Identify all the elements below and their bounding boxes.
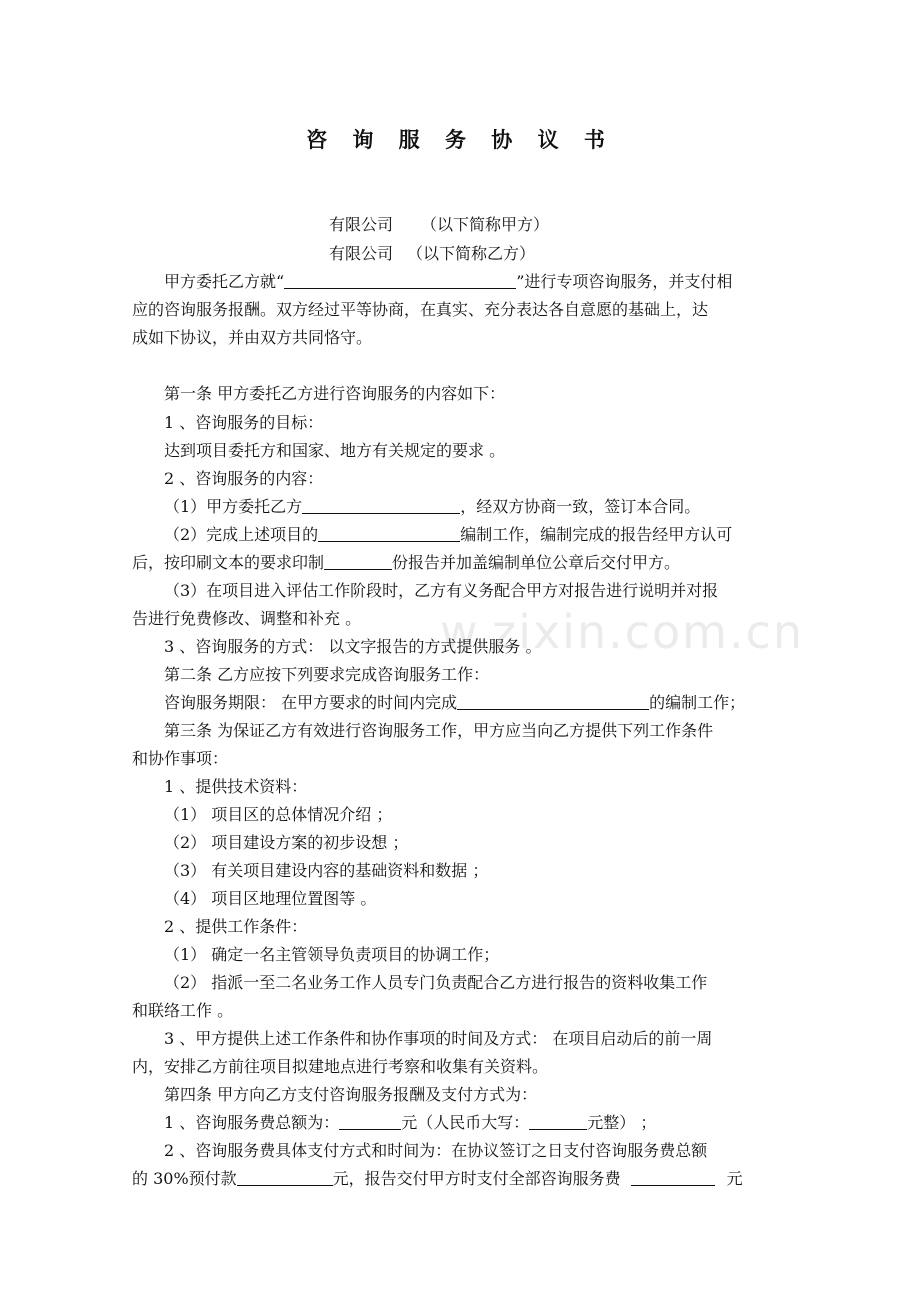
clause-text: 元 <box>726 1169 743 1188</box>
article-3-item-2: 2 、提供工作条件： <box>164 917 308 936</box>
article-2-heading: 第二条 乙方应按下列要求完成咨询服务工作： <box>164 665 490 684</box>
article-1-sub-2-cont <box>132 553 812 573</box>
party-b-name: 有限公司 <box>329 244 394 263</box>
clause-text: 编制工作，编制完成的报告经甲方认可 <box>460 525 733 544</box>
article-3-heading-cont: 和协作事项： <box>132 749 229 768</box>
preamble-line-2: 应的咨询服务报酬。双方经过平等协商，在真实、充分表达各自意愿的基础上，达 <box>132 300 709 319</box>
document-title: 咨 询 服 务 协 议 书 <box>306 127 614 152</box>
article-1-heading: 第一条 甲方委托乙方进行咨询服务的内容如下： <box>164 384 506 403</box>
copies-blank <box>324 553 392 570</box>
clause-text: 元（人民币大写： <box>401 1113 530 1132</box>
work-condition-item: （1） 确定一名主管领导负责项目的协调工作； <box>164 945 500 964</box>
clause-text: （1）甲方委托乙方 <box>164 497 303 516</box>
article-1-sub-1 <box>164 497 844 517</box>
preamble-text: 甲方委托乙方就“ <box>164 272 285 291</box>
article-1-goal: 达到项目委托方和国家、地方有关规定的要求 。 <box>164 441 506 460</box>
fee-uppercase-blank <box>529 1113 587 1130</box>
tech-material-item: （3） 有关项目建设内容的基础资料和数据 ； <box>164 861 489 880</box>
article-1-item-2: 2 、咨询服务的内容： <box>164 469 324 488</box>
article-1-sub-3-cont: 告进行免费修改、调整和补充 。 <box>132 609 362 628</box>
clause-text: 咨询服务期限： 在甲方要求的时间内完成 <box>164 693 458 712</box>
party-a-alias: （以下简称甲方） <box>421 215 550 234</box>
preamble-text: ”进行专项咨询服务，并支付相 <box>516 272 733 291</box>
article-3-item-3: 3 、甲方提供上述工作条件和协作事项的时间及方式： 在项目启动后的前一周 <box>164 1029 713 1048</box>
full-fee-blank <box>631 1169 715 1186</box>
entrusted-item-blank <box>302 497 460 514</box>
article-1-sub-3: （3）在项目进入评估工作阶段时，乙方有义务配合甲方对报告进行说明并对报 <box>164 581 719 600</box>
tech-material-item: （1） 项目区的总体情况介绍 ； <box>164 805 393 824</box>
clause-text: 的 30%预付款 <box>132 1169 237 1188</box>
party-b-alias: （以下简称乙方） <box>407 244 536 263</box>
party-a-line <box>329 215 920 235</box>
prepayment-blank <box>237 1169 333 1186</box>
article-4-payment: 2 、咨询服务费具体支付方式和时间为：在协议签订之日支付咨询服务费总额 <box>164 1141 708 1160</box>
preamble-line-1 <box>164 272 844 292</box>
article-1-item-3: 3 、咨询服务的方式： 以文字报告的方式提供服务 。 <box>164 637 542 656</box>
work-condition-item-cont: 和联络工作 。 <box>132 1001 234 1020</box>
watermark: w.zixin.com.cn <box>440 605 805 659</box>
article-3-heading: 第三条 为保证乙方有效进行咨询服务工作，甲方应当向乙方提供下列工作条件 <box>164 721 714 740</box>
report-type-blank <box>318 525 460 542</box>
article-1-item-1: 1 、咨询服务的目标： <box>164 413 324 432</box>
clause-text: 后，按印刷文本的要求印制 <box>132 553 325 572</box>
article-2-term <box>164 693 844 713</box>
tech-material-item: （4） 项目区地理位置图等 。 <box>164 889 377 908</box>
project-name-blank <box>284 272 516 289</box>
party-a-name: 有限公司 <box>329 215 394 234</box>
deliverable-blank <box>457 693 649 710</box>
party-b-line <box>329 244 920 264</box>
article-1-sub-2 <box>164 525 844 545</box>
clause-text: 的编制工作； <box>649 693 746 712</box>
clause-text: ，经双方协商一致，签订本合同。 <box>460 497 701 516</box>
article-4-payment-cont <box>132 1169 812 1189</box>
article-4-heading: 第四条 甲方向乙方支付咨询服务报酬及支付方式为： <box>164 1085 538 1104</box>
tech-material-item: （2） 项目建设方案的初步设想 ； <box>164 833 409 852</box>
article-3-item-3-cont: 内，安排乙方前往项目拟建地点进行考察和收集有关资料。 <box>132 1057 549 1076</box>
article-3-item-1: 1 、提供技术资料： <box>164 777 308 796</box>
work-condition-item: （2） 指派一至二名业务工作人员专门负责配合乙方进行报告的资料收集工作 <box>164 973 708 992</box>
article-4-fee <box>164 1113 844 1133</box>
clause-text: （2）完成上述项目的 <box>164 525 319 544</box>
clause-text: 元整） ； <box>587 1113 657 1132</box>
clause-text: 1 、咨询服务费总额为： <box>164 1113 340 1132</box>
fee-amount-blank <box>339 1113 401 1130</box>
preamble-line-3: 成如下协议，并由双方共同恪守。 <box>132 328 373 347</box>
clause-text: 份报告并加盖编制单位公章后交付甲方。 <box>392 553 681 572</box>
clause-text: 元，报告交付甲方时支付全部咨询服务费 <box>332 1169 621 1188</box>
